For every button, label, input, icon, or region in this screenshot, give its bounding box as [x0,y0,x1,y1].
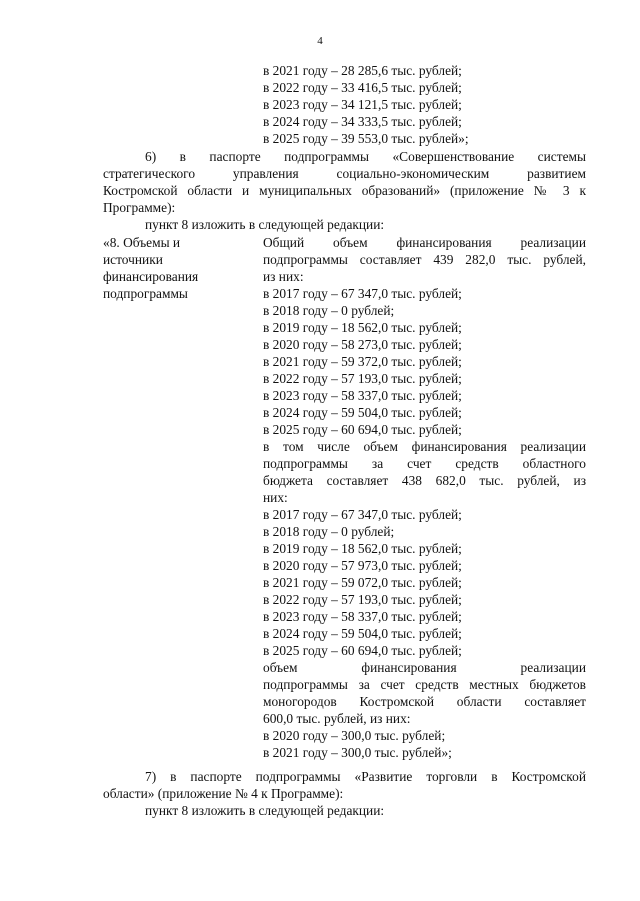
list-item: в 2022 году – 57 193,0 тыс. рублей; [263,371,462,386]
regional-intro-line: бюджета составляет 438 682,0 тыс. рублей, из [263,473,586,488]
list-item: в 2024 году – 59 504,0 тыс. рублей; [263,626,462,641]
item6-line4: Программе): [103,200,176,215]
list-item: в 2021 году – 28 285,6 тыс. рублей; [263,63,462,78]
item7-instruction: пункт 8 изложить в следующей редакции: [145,803,385,818]
list-item: в 2025 году – 60 694,0 тыс. рублей; [263,643,462,658]
list-item: в 2018 году – 0 рублей; [263,303,395,318]
list-item: в 2017 году – 67 347,0 тыс. рублей; [263,507,462,522]
local-intro-line: 600,0 тыс. рублей, из них: [263,711,411,726]
intro-line: Общий объем финансирования реализации [263,235,586,250]
list-item: в 2021 году – 59 072,0 тыс. рублей; [263,575,462,590]
list-item: в 2023 году – 58 337,0 тыс. рублей; [263,609,462,624]
list-item: в 2025 году – 39 553,0 тыс. рублей»; [263,131,469,146]
intro-line: из них: [263,269,304,284]
local-intro-line: моногородов Костромской области составляет [263,694,586,709]
page-number: 4 [317,35,323,47]
item6-line1: 6) в паспорте подпрограммы «Совершенствование системы [145,149,586,164]
item6-line2: стратегического управления социально-экономическим развитием [103,166,586,181]
item6-instruction: пункт 8 изложить в следующей редакции: [145,217,385,232]
list-item: в 2024 году – 34 333,5 тыс. рублей; [263,114,462,129]
list-item: в 2021 году – 300,0 тыс. рублей»; [263,745,452,760]
list-item: в 2020 году – 58 273,0 тыс. рублей; [263,337,462,352]
list-item: в 2024 году – 59 504,0 тыс. рублей; [263,405,462,420]
local-intro-line: объем финансирования реализации [263,660,586,675]
item6-line3: Костромской области и муниципальных образований» (приложение № 3 к [103,183,586,198]
local-intro-line: подпрограммы за счет средств местных бюджетов [263,677,586,692]
top-year-list [263,62,469,147]
left-cell-line: финансирования [103,269,199,284]
list-item: в 2018 году – 0 рублей; [263,524,395,539]
item7-line1: 7) в паспорте подпрограммы «Развитие торговли в Костромской [145,769,586,784]
left-cell-line: подпрограммы [103,286,188,301]
left-cell-line: «8. Объемы и [103,235,181,250]
list-item: в 2023 году – 34 121,5 тыс. рублей; [263,97,462,112]
list-item: в 2020 году – 57 973,0 тыс. рублей; [263,558,462,573]
regional-intro-line: них: [263,490,288,505]
intro-line: подпрограммы составляет 439 282,0 тыс. рублей, [263,252,586,267]
list-item: в 2017 году – 67 347,0 тыс. рублей; [263,286,462,301]
list-item: в 2022 году – 57 193,0 тыс. рублей; [263,592,462,607]
regional-intro-line: подпрограммы за счет средств областного [263,456,586,471]
list-item: в 2025 году – 60 694,0 тыс. рублей; [263,422,462,437]
list-item: в 2022 году – 33 416,5 тыс. рублей; [263,80,462,95]
table-right-cell [263,234,586,761]
left-cell-line: источники [103,252,163,267]
item7-line2: области» (приложение № 4 к Программе): [103,786,344,801]
regional-intro-line: в том числе объем финансирования реализации [263,439,586,454]
list-item: в 2020 году – 300,0 тыс. рублей; [263,728,446,743]
list-item: в 2021 году – 59 372,0 тыс. рублей; [263,354,462,369]
list-item: в 2019 году – 18 562,0 тыс. рублей; [263,320,462,335]
table-left-cell [103,234,198,302]
list-item: в 2019 году – 18 562,0 тыс. рублей; [263,541,462,556]
list-item: в 2023 году – 58 337,0 тыс. рублей; [263,388,462,403]
